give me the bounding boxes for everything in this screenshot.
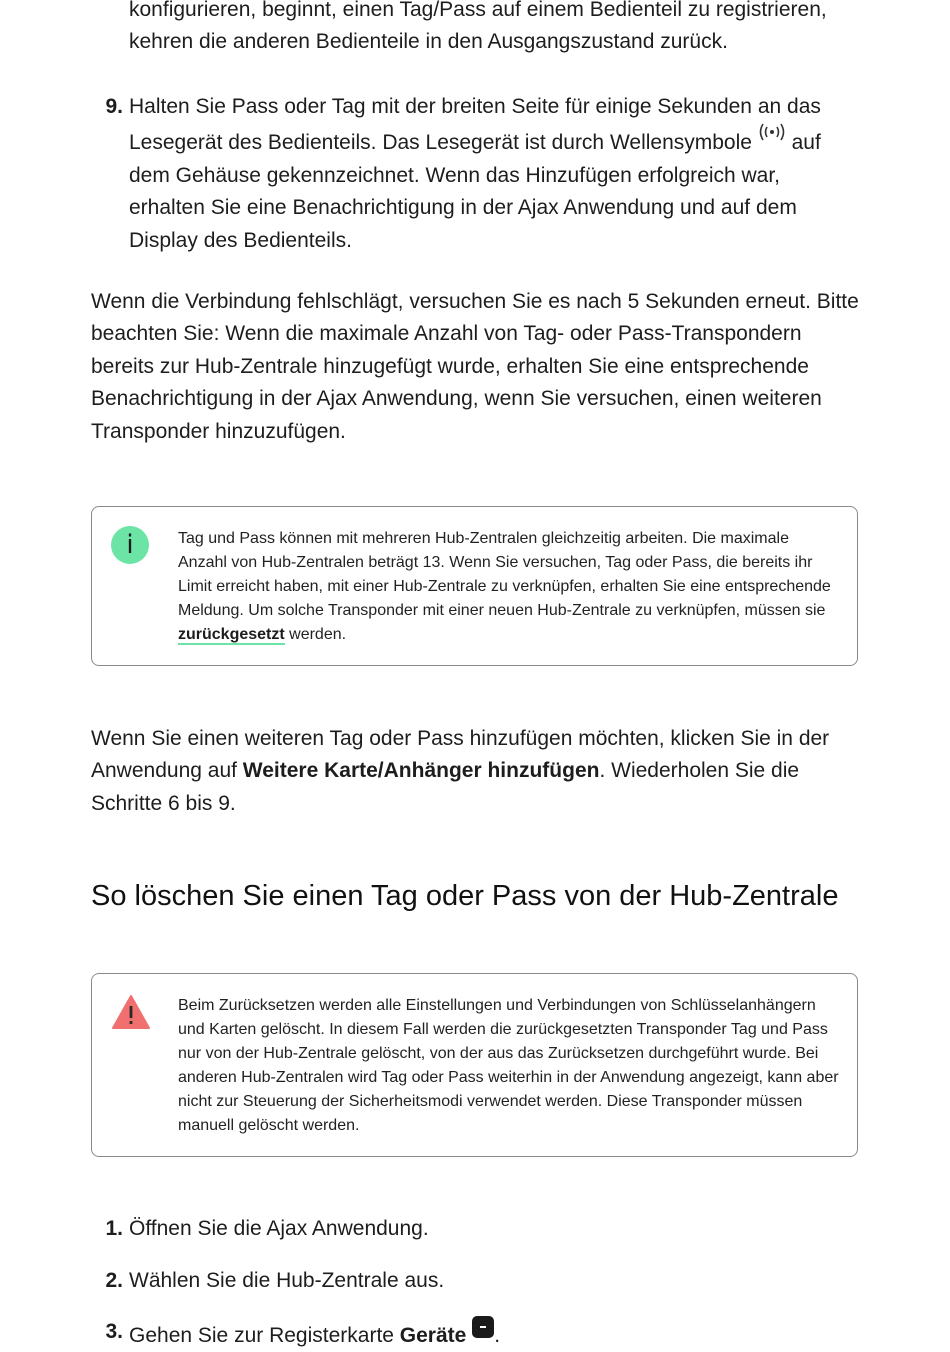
section-heading: So löschen Sie einen Tag oder Pass von der Hub-Zentrale xyxy=(91,880,839,912)
step-number: 1. xyxy=(105,1217,123,1240)
step-1 xyxy=(91,1213,861,1245)
info-text-before: Tag und Pass können mit mehreren Hub-Zentralen gleichzeitig arbeiten. Die maximale Anzahl von Hub-Zentralen beträgt 13. Wenn Sie versuchen, Tag oder Pass, die bereits ihr Limit erreicht haben, mit einer Hub-Zentrale zu verknüpfen, erhalten Sie eine entsprechende Meldung. Um solche Transponder mit einer neuen Hub-Zentrale zu verknüpfen, müssen sie xyxy=(178,530,831,619)
warning-note xyxy=(91,973,858,1157)
warning-note-text: Beim Zurücksetzen werden alle Einstellungen und Verbindungen von Schlüsselanhängern und Karten gelöscht. In diesem Fall werden die zurückgesetzten Transponder Tag und Pass nur von der Hub-Zentrale gelöscht, von der aus das Zurücksetzen durchgeführt wurde. Bei anderen Hub-Zentralen wird Tag oder Pass weiterhin in der Anwendung angezeigt, kann aber nicht zur Steuerung der Sicherheitsmodi verwendet werden. Diese Transponder müssen manuell gelöscht werden. xyxy=(178,997,839,1134)
devices-tab-label: Geräte xyxy=(399,1324,467,1347)
add-more-after: . Wiederholen Sie die Schritte 6 bis 9. xyxy=(91,759,800,815)
step-number: 9. xyxy=(105,95,123,118)
reset-link[interactable]: zurückgesetzt xyxy=(178,626,285,643)
add-more-button-label: Weitere Karte/Anhänger hinzufügen xyxy=(242,759,600,783)
step-2 xyxy=(91,1265,861,1297)
step-text: Öffnen Sie die Ajax Anwendung. xyxy=(129,1217,429,1240)
step3-text: Gehen Sie zur Registerkarte xyxy=(129,1324,400,1347)
add-more-before: Wenn Sie einen weiteren Tag oder Pass hinzufügen möchten, klicken Sie in der Anwendung auf xyxy=(91,727,830,783)
step-text: Wählen Sie die Hub-Zentrale aus. xyxy=(129,1269,445,1292)
step9-text-before: Halten Sie Pass oder Tag mit der breiten Seite für einige Sekunden an das Lesegerät des Bedienteils. Das Lesegerät ist durch Wellensymbole xyxy=(129,95,821,155)
step9-text-after: auf dem Gehäuse gekennzeichnet. Wenn das Hinzufügen erfolgreich war, erhalten Sie eine Benachrichtigung in der Ajax Anwendung und auf dem Display des Bedienteils. xyxy=(129,131,821,252)
warning-icon xyxy=(111,994,151,1030)
step8-line2: kehren die anderen Bedienteile in den Ausgangszustand zurück. xyxy=(129,30,728,54)
info-note xyxy=(91,506,858,666)
step8-line1: konfigurieren, beginnt, einen Tag/Pass auf einem Bedienteil zu registrieren, xyxy=(129,0,827,21)
step-text xyxy=(129,91,861,257)
step3-after: . xyxy=(494,1324,501,1347)
step8-continuation xyxy=(129,0,859,59)
connection-paragraph: Wenn die Verbindung fehlschlägt, versuchen Sie es nach 5 Sekunden erneut. Bitte beachten Sie: Wenn die maximale Anzahl von Tag- oder Pass-Transpondern bereits zur Hub-Zentrale hinzugefügt wurde, erhalten Sie eine entsprechende Benachrichtigung in der Ajax Anwendung, wenn Sie versuchen, einen weiteren Transponder hinzuzufügen. xyxy=(91,290,859,443)
wave-icon xyxy=(758,123,786,141)
info-note-text xyxy=(178,527,839,647)
step-3 xyxy=(91,1316,861,1352)
add-more-paragraph xyxy=(91,723,866,820)
info-text-after: werden. xyxy=(284,626,347,643)
info-icon: i xyxy=(111,526,149,564)
step-number: 3. xyxy=(105,1320,123,1343)
devices-icon xyxy=(472,1316,494,1338)
step-number: 2. xyxy=(105,1269,123,1292)
step-text xyxy=(129,1316,861,1352)
step-9 xyxy=(91,91,861,257)
